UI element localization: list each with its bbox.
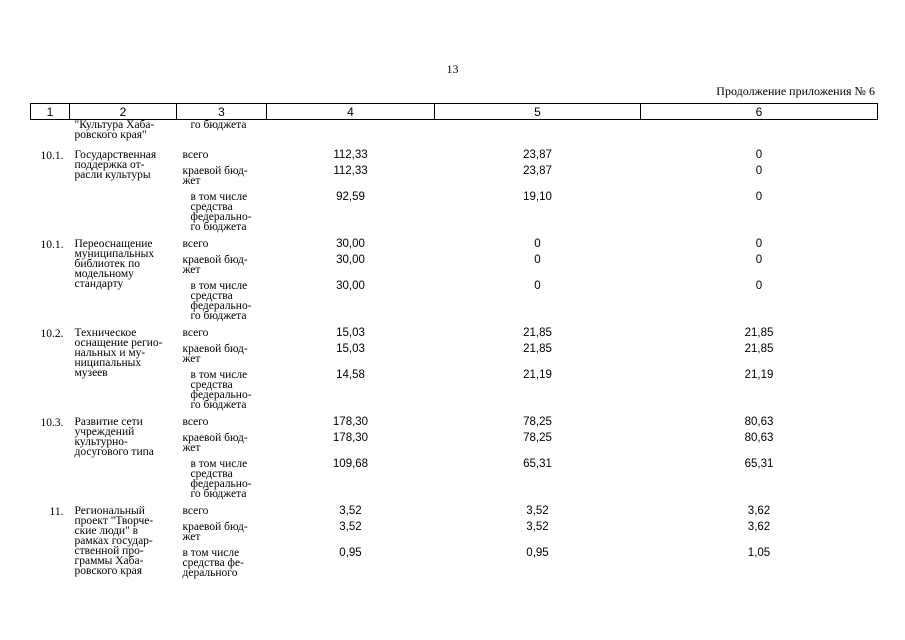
value-col-6: 21,85	[744, 327, 774, 339]
value-col-5: 78,25	[523, 416, 552, 428]
value-col-6: 3,62	[747, 505, 771, 517]
row-name	[70, 504, 177, 583]
value-col-6: 21,19	[744, 369, 774, 381]
source-cell	[177, 164, 267, 190]
value-col-6: 0	[755, 254, 763, 266]
source-cell	[177, 190, 267, 237]
value-col-4: 3,52	[339, 521, 362, 533]
continuation-row	[31, 120, 878, 149]
header-col-5: 5	[435, 104, 641, 120]
source-line: федерально-	[190, 389, 252, 401]
row-name-line: граммы Хаба-	[74, 555, 144, 567]
source-line: краевой бюд-	[182, 165, 248, 177]
source-line: средства	[190, 290, 233, 302]
row-name-line: библиотек по	[74, 258, 141, 270]
row-name-line: стандарту	[74, 278, 124, 290]
row-name-line: музеев	[74, 367, 108, 379]
table-header	[31, 104, 878, 120]
source-line: жет	[182, 442, 201, 454]
source-line: жет	[182, 353, 201, 365]
source-line: всего	[182, 238, 209, 250]
value-col-6: 0	[755, 238, 763, 250]
row-name	[70, 326, 177, 415]
row-name-line: Техническое	[74, 327, 137, 339]
continuation-name-line: "Культура Хаба-	[74, 119, 155, 131]
value-col-4: 30,00	[336, 254, 365, 266]
source-cell	[177, 148, 267, 164]
row-name-line: культурно-	[74, 436, 128, 448]
source-line: федерально-	[190, 300, 252, 312]
row-name	[70, 148, 177, 237]
header-col-2: 2	[70, 104, 177, 120]
source-line: го бюджета	[190, 310, 247, 322]
row-name-line: оснащение регио-	[74, 337, 163, 349]
source-line: всего	[182, 505, 209, 517]
value-col-4: 112,33	[333, 165, 368, 177]
table-row	[31, 148, 878, 164]
source-line: в том числе	[182, 547, 240, 559]
source-line: краевой бюд-	[182, 521, 248, 533]
row-name	[70, 415, 177, 504]
source-cell	[177, 342, 267, 368]
value-col-5: 0,95	[526, 547, 549, 559]
row-name	[70, 237, 177, 326]
row-name-line: ниципальных	[74, 357, 142, 369]
row-number: 10.1.	[40, 150, 64, 162]
source-cell	[177, 326, 267, 342]
row-name-line: Развитие сети	[74, 416, 143, 428]
value-col-5: 23,87	[523, 165, 552, 177]
value-col-4: 0,95	[339, 547, 362, 559]
row-name-line: досугового типа	[74, 446, 154, 458]
source-line: краевой бюд-	[182, 254, 248, 266]
value-col-6: 0	[755, 149, 763, 161]
source-cell	[177, 415, 267, 431]
value-col-5: 0	[534, 280, 541, 292]
source-cell	[177, 520, 267, 546]
value-col-4: 3,52	[339, 505, 362, 517]
value-col-5: 21,85	[523, 343, 552, 355]
value-col-4: 92,59	[336, 191, 365, 203]
row-name-line: нальных и му-	[74, 347, 146, 359]
source-cell	[177, 546, 267, 583]
source-line: жет	[182, 175, 201, 187]
row-number: 11.	[49, 506, 64, 518]
source-cell	[177, 279, 267, 326]
source-line: средства	[190, 468, 233, 480]
value-col-4: 178,30	[332, 416, 369, 428]
source-line: дерального	[182, 567, 238, 579]
value-col-5: 0	[534, 238, 541, 250]
row-name-line: поддержка от-	[74, 159, 145, 171]
row-name-line: ские люди" в	[74, 525, 139, 537]
value-col-6: 0	[755, 191, 763, 203]
source-cell	[177, 431, 267, 457]
value-col-4: 30,00	[336, 280, 365, 292]
value-col-6: 3,62	[747, 521, 771, 533]
budget-table	[30, 103, 878, 583]
table-body	[31, 120, 878, 584]
source-cell	[177, 368, 267, 415]
appendix-label: Продолжение приложения № 6	[716, 84, 875, 98]
source-line: в том числе	[190, 458, 248, 470]
source-line: средства	[190, 201, 233, 213]
row-name-line: расли культуры	[74, 169, 151, 181]
value-col-5: 23,87	[523, 149, 552, 161]
source-cell	[177, 457, 267, 504]
header-col-6: 6	[641, 104, 878, 120]
row-name-line: Государственная	[74, 149, 157, 161]
value-col-5: 19,10	[523, 191, 552, 203]
table-row	[31, 504, 878, 520]
value-col-4: 109,68	[332, 458, 369, 470]
source-line: федерально-	[190, 478, 252, 490]
value-col-5: 21,85	[523, 327, 552, 339]
row-name-line: ственной про-	[74, 545, 144, 557]
value-col-4: 178,30	[332, 432, 369, 444]
header-col-4: 4	[267, 104, 435, 120]
value-col-6: 0	[755, 280, 763, 292]
row-number: 10.3.	[40, 417, 64, 429]
value-col-4: 14,58	[336, 369, 365, 381]
value-col-6: 0	[755, 165, 763, 177]
value-col-4: 112,33	[333, 149, 368, 161]
source-line: краевой бюд-	[182, 343, 248, 355]
row-name-line: проект "Творче-	[74, 515, 154, 527]
source-cell	[177, 253, 267, 279]
source-cell	[177, 237, 267, 253]
table-row	[31, 415, 878, 431]
table-row	[31, 326, 878, 342]
source-line: го бюджета	[190, 488, 247, 500]
source-line: в том числе	[190, 280, 248, 292]
source-line: средства	[190, 379, 233, 391]
row-name-line: рамках государ-	[74, 535, 153, 547]
source-line: в том числе	[190, 369, 248, 381]
source-line: жет	[182, 264, 201, 276]
value-col-5: 78,25	[523, 432, 552, 444]
source-line: всего	[182, 416, 209, 428]
value-col-4: 30,00	[336, 238, 365, 250]
row-name-line: модельному	[74, 268, 134, 280]
value-col-5: 21,19	[523, 369, 552, 381]
source-line: федерально-	[190, 211, 252, 223]
row-name-line: муниципальных	[74, 248, 155, 260]
value-col-6: 65,31	[744, 458, 774, 470]
header-col-3: 3	[177, 104, 267, 120]
row-number: 10.1.	[40, 239, 64, 251]
value-col-6: 1,05	[747, 547, 771, 559]
source-line: в том числе	[190, 191, 248, 203]
value-col-6: 80,63	[744, 416, 774, 428]
continuation-name-line: ровского края"	[74, 129, 147, 141]
value-col-4: 15,03	[336, 327, 365, 339]
source-line: го бюджета	[190, 221, 247, 233]
row-name-line: учреждений	[74, 426, 135, 438]
row-name-line: Региональный	[74, 505, 145, 517]
value-col-4: 15,03	[336, 343, 365, 355]
table-row	[31, 237, 878, 253]
continuation-source-line: го бюджета	[190, 119, 247, 131]
value-col-5: 0	[534, 254, 541, 266]
row-name-line: Переоснащение	[74, 238, 153, 250]
page-number: 13	[446, 62, 459, 76]
source-line: го бюджета	[190, 399, 247, 411]
source-line: жет	[182, 531, 201, 543]
row-number: 10.2.	[40, 328, 64, 340]
value-col-6: 21,85	[744, 343, 774, 355]
source-line: средства фе-	[182, 557, 244, 569]
value-col-5: 3,52	[526, 521, 549, 533]
value-col-6: 80,63	[744, 432, 774, 444]
header-col-1: 1	[31, 104, 70, 120]
source-line: всего	[182, 149, 209, 161]
value-col-5: 3,52	[526, 505, 549, 517]
source-line: краевой бюд-	[182, 432, 248, 444]
row-name-line: ровского края	[74, 565, 143, 577]
value-col-5: 65,31	[523, 458, 552, 470]
source-line: всего	[182, 327, 209, 339]
source-cell	[177, 504, 267, 520]
